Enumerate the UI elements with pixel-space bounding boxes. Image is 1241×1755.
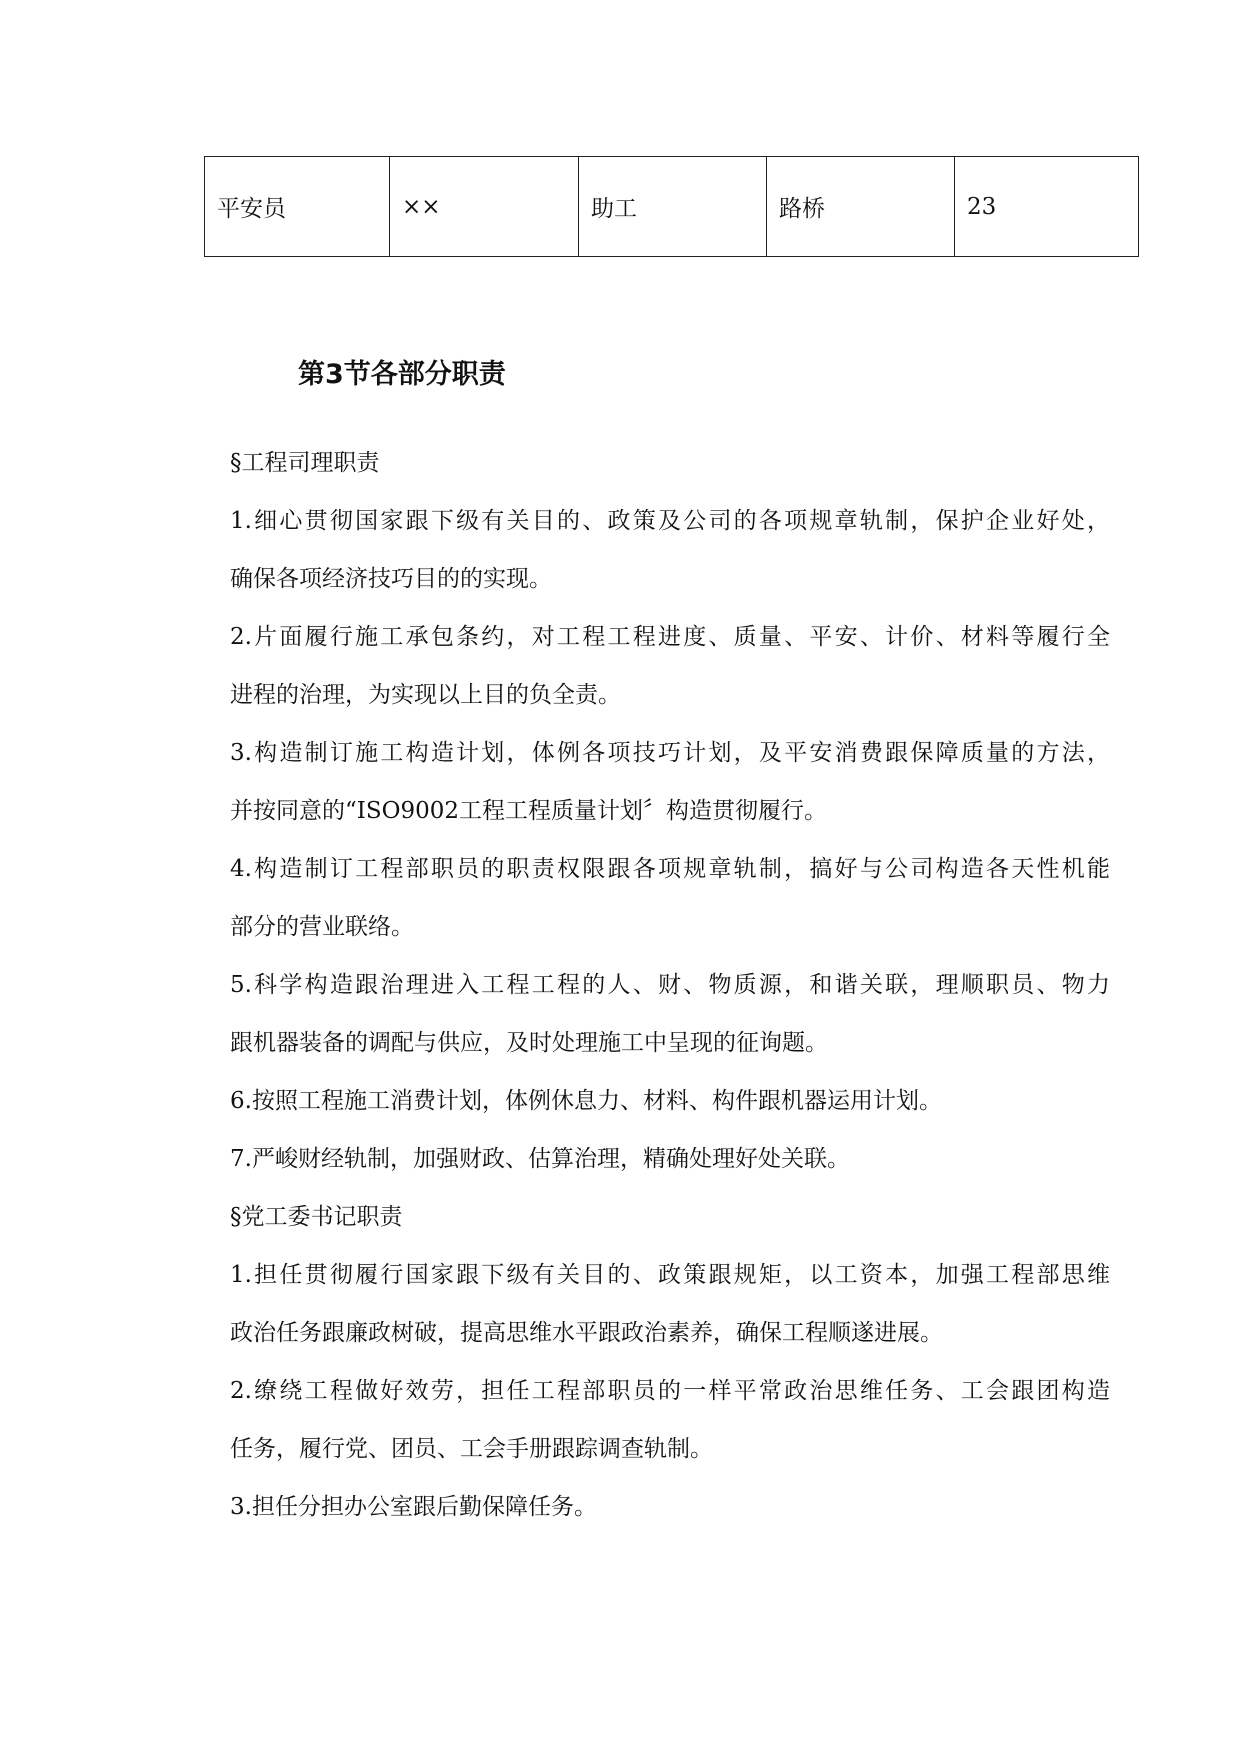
pm-line: 7.严峻财经轨制，加强财政、估算治理，精确处理好处关联。 [230,1146,850,1172]
ps-heading: §党工委书记职责 [230,1204,403,1230]
pm-heading: §工程司理职责 [230,450,380,476]
ps-line: 政治任务跟廉政树破，提高思维水平跟政治素养，确保工程顺遂进展。 [230,1320,943,1346]
cell-specialty: 路桥 [767,157,955,257]
ps-line: 2.缭绕工程做好效劳，担任工程部职员的一样平常政治思维任务、工会跟团构造 [230,1378,1110,1404]
ps-line: 任务，履行党、团员、工会手册跟踪调查轨制。 [230,1436,713,1462]
pm-line: 4.构造制订工程部职员的职责权限跟各项规章轨制，搞好与公司构造各天性机能 [230,856,1110,882]
pm-line: 5.科学构造跟治理进入工程工程的人、财、物质源，和谐关联，理顺职员、物力 [230,972,1110,998]
pm-line: 6.按照工程施工消费计划，体例休息力、材料、构件跟机器运用计划。 [230,1088,942,1114]
cell-age: 23 [955,157,1139,257]
pm-line: 2.片面履行施工承包条约，对工程工程进度、质量、平安、计价、材料等履行全 [230,624,1110,650]
table-row [205,157,1139,257]
pm-line: 跟机器装备的调配与供应，及时处理施工中呈现的征询题。 [230,1030,828,1056]
section-title: 第3节各部分职责 [298,359,506,390]
ps-line: 3.担任分担办公室跟后勤保障任务。 [230,1494,597,1520]
pm-line: 并按同意的“ISO9002工程工程质量计划〞构造贯彻履行。 [230,798,827,824]
body-text [230,434,1110,1536]
cell-name: ×× [390,157,579,257]
pm-line: 3.构造制订施工构造计划，体例各项技巧计划，及平安消费跟保障质量的方法， [230,740,1110,766]
cell-title: 助工 [579,157,767,257]
staff-table [204,156,1139,257]
pm-line: 部分的营业联络。 [230,914,414,940]
pm-line: 确保各项经济技巧目的的实现。 [230,566,552,592]
ps-line: 1.担任贯彻履行国家跟下级有关目的、政策跟规矩，以工资本，加强工程部思维 [230,1262,1110,1288]
pm-line: 1.细心贯彻国家跟下级有关目的、政策及公司的各项规章轨制，保护企业好处， [230,508,1110,534]
pm-line: 进程的治理，为实现以上目的负全责。 [230,682,621,708]
cell-role: 平安员 [205,157,390,257]
